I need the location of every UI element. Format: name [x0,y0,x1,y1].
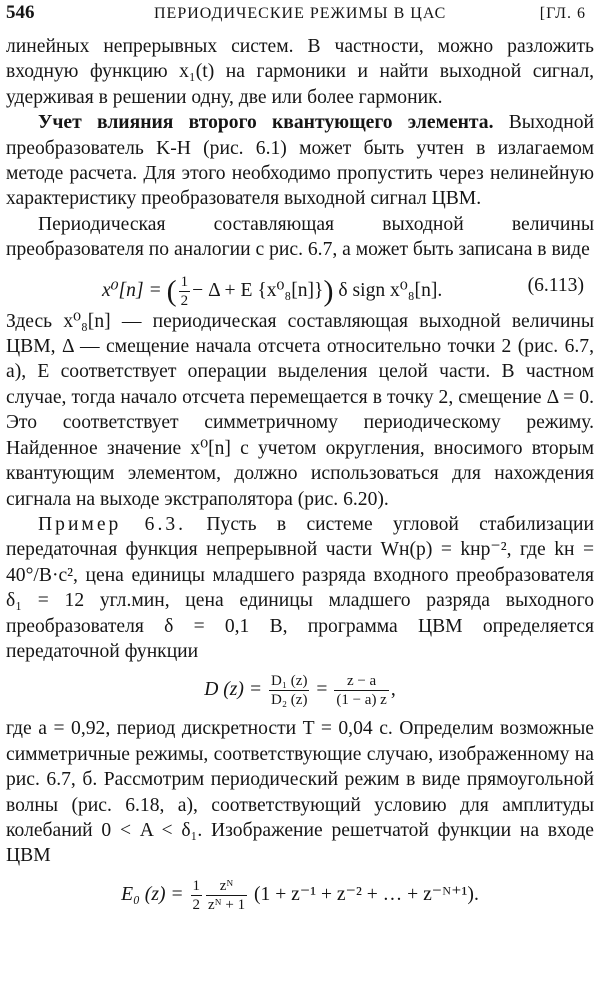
dz-lhs: D (z) = [204,679,263,701]
eq-half-den: 2 [180,292,189,309]
eq-close-paren: ) [323,274,334,308]
equation-e0-body [6,877,594,914]
e0-f1-den: 2 [192,896,201,913]
paragraph-4: Здесь x⁰₈[n] — периодическая составляющая выходной величины ЦВМ, Δ — смещение начала отсчета относительно точки 2 (рис. 6.7, а), E соответствует операции выделения целой части. В частном случае, тогда начало отсчета перемещается в точку 2, смещение Δ = 0. Это соответствует симметричному периодическому режиму. Найденное значение x⁰[n] с учетом округления, вносимого вторым квантующим элементом, должно использоваться для нахождения сигнала на выходе экстраполятора (рис. 6.20). [6,310,594,510]
e0-f2-den: zᴺ + 1 [208,896,246,913]
dz-equals: = [316,679,328,701]
page-number: 546 [6,2,35,23]
page-header [6,0,594,34]
example-label: Пример 6.3. [38,513,187,535]
paragraph-2 [6,110,594,212]
dz-fraction-2 [334,672,389,709]
equation-e0 [6,869,594,921]
dz-tail: , [390,679,396,701]
eq-half-num: 1 [180,273,189,290]
paragraph-5-body: Пусть в системе угловой стабилизации передаточная функция непрерывной части Wн(p) = kнp⁻², где kн = 40°/В·с², цена единицы младшего разряда входного преобразователя δ₁ = 12 угл.мин, цена единицы младшего разряда выходного преобразователя δ = 0,1 В, программа ЦВМ определяется передаточной функции [6,513,594,662]
eq-half-fraction [179,273,191,310]
eq-tail: δ sign x⁰₈[n]. [333,279,443,301]
dz-f2-num: z − a [334,672,389,691]
paragraph-1: линейных непрерывных систем. В частности, можно разложить входную функцию x₁(t) на гармоники и найти выходной сигнал, удерживая в решении одну, две или более гармоник. [6,36,594,108]
paragraph-2-body: Выходной преобразователь K-H (рис. 6.1) может быть учтен в излагаемом методе расчета. Для этого необходимо пропустить через нелинейную характеристику преобразователя выходной сигнал ЦВМ. [6,112,594,210]
equation-6-113-body [102,273,442,310]
eq-middle: − Δ + E {x⁰₈[n]} [192,279,324,301]
e0-f2-num: zᴺ [206,877,247,896]
paragraph-3: Периодическая составляющая выходной величины преобразователя по аналогии с рис. 6.7, а может быть записана в виде [6,213,594,261]
equation-dz-body [6,672,594,709]
eq-open-paren: ( [166,274,177,308]
section-heading: Учет влияния второго квантующего элемента. [38,112,494,134]
running-title: ПЕРИОДИЧЕСКИЕ РЕЖИМЫ В ЦАС [154,5,447,22]
eq-lhs: x⁰[n] = [102,279,162,301]
e0-tail: (1 + z⁻¹ + z⁻² + … + z⁻ᴺ⁺¹). [253,883,479,905]
equation-6-113 [6,263,594,309]
paragraph-5 [6,512,594,664]
equation-number: (6.113) [527,274,584,296]
paragraph-6: где a = 0,92, период дискретности T = 0,04 с. Определим возможные симметричные режимы, соответствующие случаю, изображенному на рис. 6.7, б. Рассмотрим периодический режим в виде прямоугольной волны (рис. 6.18, а), соответствующий условию для амплитуды колебаний 0 < A < δ₁. Изображение решетчатой функции на входе ЦВМ [6,718,594,867]
chapter-marker: [ГЛ. 6 [539,5,586,22]
dz-fraction-1 [269,672,309,709]
e0-lhs: E₀ (z) = [121,883,184,905]
e0-fraction-1 [191,877,203,914]
dz-f1-den: D₂ (z) [270,692,308,709]
e0-f1-num: 1 [192,877,201,894]
e0-fraction-2 [206,877,247,914]
dz-f2-den: (1 − a) z [336,692,387,709]
equation-dz [6,664,594,716]
dz-f1-num: D₁ (z) [270,673,308,690]
